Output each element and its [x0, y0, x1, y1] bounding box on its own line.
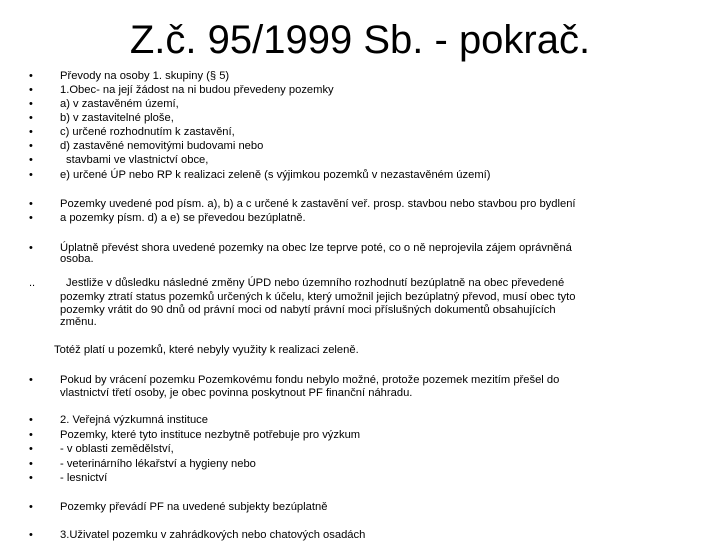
list-item	[0, 139, 720, 153]
list-item-text: a) v zastavěném území,	[60, 98, 179, 110]
list-item	[0, 500, 720, 514]
bullet-icon: •	[29, 154, 33, 166]
paragraph-text: Totéž platí u pozemků, které nebyly využity k realizaci zeleně.	[54, 344, 359, 356]
list-item-text: stavbami ve vlastnictví obce,	[66, 154, 209, 166]
list-item	[0, 457, 720, 471]
list-item	[0, 83, 720, 97]
list-item-text: d) zastavěné nemovitými budovami nebo	[60, 140, 264, 152]
bullet-icon: •	[29, 169, 33, 181]
list-item	[0, 125, 720, 139]
list-item-continuation	[0, 386, 720, 400]
list-item	[0, 413, 720, 427]
list-item-text: Převody na osoby 1. skupiny (§ 5)	[60, 70, 230, 82]
list-item	[0, 373, 720, 387]
bullet-icon: •	[29, 198, 33, 210]
list-item-text: c) určené rozhodnutím k zastavění,	[60, 126, 235, 138]
bullet-icon: •	[29, 374, 33, 386]
list-item-text: e) určené ÚP nebo RP k realizaci zeleně (s výjimkou pozemků v nezastavěném území)	[60, 169, 491, 181]
paragraph-text: pozemky vrátit do 90 dnů od právní moci od nabytí právní moci příslušných dokumentů obsahujících	[60, 304, 556, 316]
paragraph-line	[0, 290, 720, 304]
bullet-icon: •	[29, 242, 33, 254]
bullet-icon: •	[29, 70, 33, 82]
paragraph-line	[0, 315, 720, 329]
list-item-text: a pozemky písm. d) a e) se převedou bezúplatně.	[60, 212, 306, 224]
bullet-icon: •	[29, 140, 33, 152]
list-item	[0, 97, 720, 111]
list-item-text: Pokud by vrácení pozemku Pozemkovému fondu nebylo možné, protože pozemek mezitím přešel do	[60, 374, 560, 386]
list-item-text: 3.Uživatel pozemku v zahrádkových nebo chatových osadách	[60, 529, 366, 541]
list-item-text: osoba.	[60, 253, 94, 265]
slide-title: Z.č. 95/1999 Sb. - pokrač.	[129, 18, 591, 62]
paragraph-text: Jestliže v důsledku následné změny ÚPD nebo územního rozhodnutí bezúplatně na obec převedené	[66, 277, 565, 289]
list-item-text: Pozemky převádí PF na uvedené subjekty bezúplatně	[60, 501, 328, 513]
paragraph-text: změnu.	[60, 316, 97, 328]
list-item	[0, 69, 720, 83]
bullet-icon: •	[29, 472, 33, 484]
list-item	[0, 442, 720, 456]
bullet-icon: •	[29, 414, 33, 426]
list-item-text: 1.Obec- na její žádost na ni budou převedeny pozemky	[60, 84, 334, 96]
bullet-icon: •	[29, 443, 33, 455]
bullet-icon: •	[29, 98, 33, 110]
list-item	[0, 197, 720, 211]
list-item-text: Úplatně převést shora uvedené pozemky na obec lze teprve poté, co o ně neprojevila zájem oprávněná	[60, 242, 572, 254]
list-item	[0, 471, 720, 485]
bullet-icon: •	[29, 501, 33, 513]
list-item-text: vlastnictví třetí osoby, je obec povinna poskytnout PF finanční náhradu.	[60, 387, 413, 399]
list-item-text: - v oblasti zemědělství,	[60, 443, 174, 455]
list-item-text: - veterinárního lékařství a hygieny nebo	[60, 458, 256, 470]
list-item	[0, 153, 720, 167]
list-item	[0, 211, 720, 225]
bullet-icon: •	[29, 458, 33, 470]
bullet-icon: •	[29, 126, 33, 138]
bullet-icon: •	[29, 212, 33, 224]
list-item-text: - lesnictví	[60, 472, 108, 484]
paragraph-line	[0, 343, 720, 357]
bullet-icon: •	[29, 112, 33, 124]
paragraph-line	[0, 276, 720, 290]
list-item	[0, 111, 720, 125]
bullet-icon: •	[29, 529, 33, 541]
list-item-continuation	[0, 252, 720, 266]
list-item-text: Pozemky, které tyto instituce nezbytně potřebuje pro výzkum	[60, 429, 361, 441]
paragraph-text: pozemky ztratí status pozemků určených k účelu, který umožnil jejich bezúplatný převod, musí obec tyto	[60, 291, 576, 303]
list-item-text: 2. Veřejná výzkumná instituce	[60, 414, 208, 426]
list-item	[0, 168, 720, 182]
bullet-icon: •	[29, 84, 33, 96]
list-item-text: Pozemky uvedené pod písm. a), b) a c určené k zastavění veř. prosp. stavbou nebo stavbou pro bydlení	[60, 198, 576, 210]
bullet-icon: •	[29, 429, 33, 441]
list-item-text: b) v zastavitelné ploše,	[60, 112, 174, 124]
list-item	[0, 428, 720, 442]
paragraph-mark: ..	[29, 277, 36, 289]
